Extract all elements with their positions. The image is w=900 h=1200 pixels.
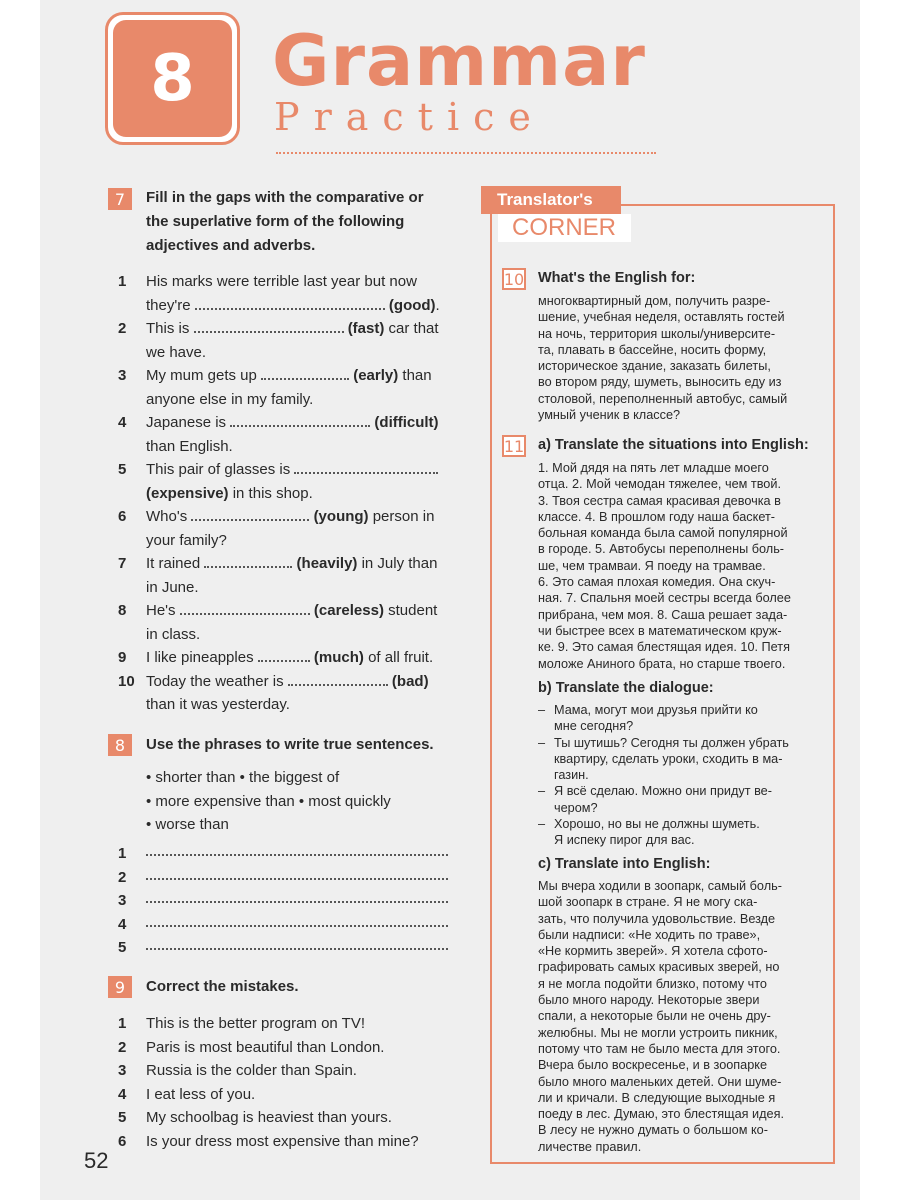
exercise-11b-title: b) Translate the dialogue: — [538, 680, 714, 696]
list-item: 8 He's (careless) student in class. — [118, 602, 438, 643]
list-item: 9 I like pineapples (much) of all fruit. — [118, 649, 434, 666]
answer-line[interactable] — [146, 913, 448, 927]
page-subtitle: Practice — [274, 95, 545, 139]
exercise-10-badge: 10 — [503, 269, 525, 289]
page-title: Grammar — [272, 20, 646, 102]
exercise-8-instruction: Use the phrases to write true sentences. — [146, 736, 434, 753]
answer-line[interactable] — [146, 889, 448, 903]
blank-line[interactable] — [230, 413, 370, 427]
page-number: 52 — [84, 1148, 109, 1173]
unit-badge — [105, 12, 240, 145]
list-item: 1 This is the better program on TV! — [118, 1015, 365, 1032]
exercise-9-instruction: Correct the mistakes. — [146, 978, 299, 995]
blank-line[interactable] — [180, 601, 310, 615]
list-item: 6 Is your dress most expensive than mine? — [118, 1132, 419, 1150]
corner-subheading: CORNER — [498, 214, 631, 242]
exercise-11-badge: 11 — [503, 436, 525, 456]
list-item: 4 I eat less of you. — [118, 1085, 256, 1103]
blank-line[interactable] — [258, 648, 310, 662]
list-item: 5 My schoolbag is heaviest than yours. — [118, 1109, 392, 1126]
list-item: 2 Paris is most beautiful than London. — [118, 1038, 385, 1056]
answer-line[interactable] — [146, 936, 448, 950]
blank-line[interactable] — [294, 460, 438, 474]
exercise-11c-title: c) Translate into English: — [538, 856, 711, 872]
list-item: 10 Today the weather is (bad) than it was yesterday. — [118, 672, 429, 713]
list-item: 1 His marks were terrible last year but now they're (good). — [118, 273, 440, 314]
list-item: 6 Who's (young) person in your family? — [118, 508, 435, 549]
exercise-8-lines: 1 2 3 4 5 — [118, 842, 478, 960]
list-item: 4 Japanese is (difficult) than English. — [118, 414, 439, 455]
exercise-10-title: What's the English for: — [538, 270, 696, 286]
blank-line[interactable] — [194, 319, 344, 333]
blank-line[interactable] — [288, 672, 388, 686]
blank-line[interactable] — [204, 554, 292, 568]
exercise-10-text: многоквартирный дом, получить разре- шение, учебная неделя, оставлять гостей на ночь, территория школы/университе- та, плавать в бассейне, носить форму, историческое здание, заказать билеты, во втором ряду, шуметь, выносить еду из столовой, переполненный автобус, самый умный ученик в классе? — [538, 294, 788, 423]
blank-line[interactable] — [261, 366, 349, 380]
exercise-11a-title: a) Translate the situations into English: — [538, 437, 809, 453]
answer-line[interactable] — [146, 866, 448, 880]
unit-number: 8 — [113, 20, 232, 137]
title-divider — [276, 152, 656, 154]
exercise-11c-text: Мы вчера ходили в зоопарк, самый боль- шой зоопарк в стране. Я не могу ска- зать, что получила удовольствие. Везде были надписи: «Не ходить по траве», «Не кормить зверей». Я хотела сфото- графировать самых красивых зверей, но я не могла подойти близко, потому что было много народу. Некоторые звери спали, а некоторые были не очень дру- желюбны. Мы не могли устроить пикник, потому что там не было места для этого. Вчера было воскресенье, и в зоопарке было много маленьких детей. Они шуме- ли и кричали. В следующие выходные я поеду в лес. Думаю, это блестящая идея. В лесу не нужно думать о большом ко- личестве правил. — [538, 879, 784, 1154]
exercise-7-badge: 7 — [108, 188, 132, 210]
blank-line[interactable] — [191, 507, 309, 521]
exercise-7-instruction: Fill in the gaps with the comparative or the superlative form of the following adjectives and adverbs. — [146, 189, 424, 254]
exercise-11a-text: 1. Мой дядя на пять лет младше моего отца. 2. Мой чемодан тяжелее, чем твой. 3. Твоя сестра самая красивая девочка в классе. 4. В прошлом году наша баскет- больная команда была самой популярной в городе. 5. Автобусы переполнены боль- ше, чем трамваи. Я поеду на трамвае. 6. Это самая плохая комедия. Она скуч- ная. 7. Спальня моей сестры всегда более прибрана, чем моя. 8. Саша решает зада- чи быстрее всех в математическом круж- ке. 9. Это самая блестящая идея. 10. Петя моложе Аниного брата, но старше твоего. — [538, 461, 791, 671]
exercise-11b-dialogue: – Мама, могут мои друзья прийти ко мне сегодня? – Ты шутишь? Сегодня ты должен убрать квартиру, сделать уроки, сходить в ма- газин. – Я всё сделаю. Можно они придут ве- чером? – Хорошо, но вы не должны шуметь. Я испеку пирог для вас. — [538, 703, 789, 848]
list-item: 5 This pair of glasses is (expensive) in this shop. — [118, 458, 478, 505]
answer-line[interactable] — [146, 842, 448, 856]
list-item: 3 My mum gets up (early) than anyone else in my family. — [118, 367, 432, 408]
exercise-8-badge: 8 — [108, 734, 132, 756]
blank-line[interactable] — [195, 296, 385, 310]
phrase-list: • shorter than • the biggest of • more expensive than • most quickly • worse than — [146, 769, 391, 833]
exercise-7-list — [118, 270, 478, 717]
corner-top-line — [631, 204, 833, 206]
exercise-9-badge: 9 — [108, 976, 132, 998]
corner-heading: Translator's — [481, 186, 621, 214]
list-item: 3 Russia is the colder than Spain. — [118, 1062, 357, 1079]
exercise-9-list — [118, 1012, 478, 1153]
list-item: 7 It rained (heavily) in July than in June. — [118, 555, 438, 596]
list-item: 2 This is (fast) car that we have. — [118, 320, 439, 361]
